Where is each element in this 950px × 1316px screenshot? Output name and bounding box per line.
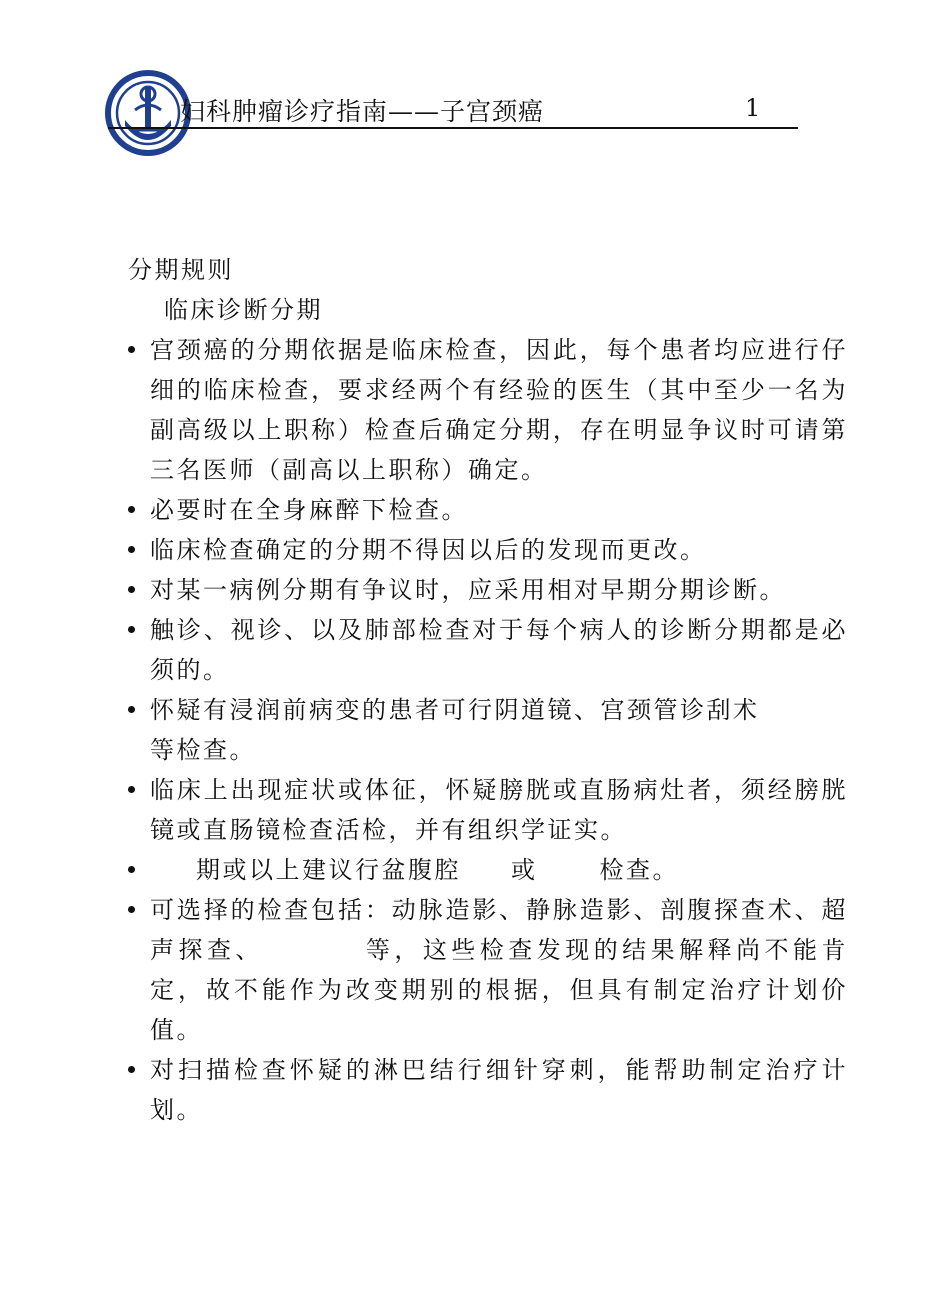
page-header [100,70,800,160]
list-item-text: 临床上出现症状或体征，怀疑膀胱或直肠病灶者，须经膀胱镜或直肠镜检查活检，并有组织学证实。 [150,776,848,844]
list-item [128,610,848,690]
section-title: 分期规则 [128,256,234,284]
list-item-text-part: 可选择的检查包括：动脉造影、静脉造影、剖腹探查术、超声探查、 [150,896,848,964]
list-item-text: 怀疑有浸润前病变的患者可行阴道镜、宫颈管诊刮术 [150,696,760,724]
list-item [128,770,848,850]
subsection-title: 临床诊断分期 [164,296,323,324]
bullet-list [128,330,848,1130]
list-item-text: 触诊、视诊、以及肺部检查对于每个病人的诊断分期都是必须的。 [150,616,848,684]
bullet-dot [128,786,135,793]
header-rule [108,127,798,129]
list-item-text-part: 检查。 [599,856,679,884]
bullet-dot [128,546,135,553]
bullet-dot [128,626,135,633]
list-item [128,530,848,570]
list-item [128,570,848,610]
list-item-text-part: 等，这些检查发现的结果解释尚不能肯定，故不能作为改变期别的根据，但具有制定治疗计划价值。 [150,936,849,1044]
list-item-text: 对某一病例分期有争议时，应采用相对早期分期诊断。 [150,576,786,604]
bullet-dot [128,586,135,593]
list-item-text-part: 期或以上建议行盆腹腔 [196,856,461,884]
list-item [128,850,848,890]
bullet-dot [128,906,135,913]
list-item [128,690,848,770]
bullet-dot [128,1066,135,1073]
bullet-dot [128,506,135,513]
document-body [128,250,848,1130]
bullet-dot [128,346,135,353]
list-item-text: 必要时在全身麻醉下检查。 [150,496,468,524]
list-item-text: 宫颈癌的分期依据是临床检查，因此，每个患者均应进行仔细的临床检查，要求经两个有经验的医生（其中至少一名为副高级以上职称）检查后确定分期，存在明显争议时可请第三名医师（副高以上职称）确定。 [150,336,848,484]
hospital-emblem-icon [105,70,191,156]
header-title: 妇科肿瘤诊疗指南——子宫颈癌 [180,97,545,126]
list-item [128,330,848,490]
list-item-text: 对扫描检查怀疑的淋巴结行细针穿刺，能帮助制定治疗计划。 [150,1056,848,1124]
bullet-dot [128,706,135,713]
list-item-text-continued: 等检查。 [150,736,256,764]
list-item [128,890,848,1050]
list-item-text-part: 或 [511,856,538,884]
page-number: 1 [745,94,761,122]
list-item [128,490,848,530]
list-item [128,1050,848,1130]
bullet-dot [128,866,135,873]
list-item-text: 临床检查确定的分期不得因以后的发现而更改。 [150,536,707,564]
